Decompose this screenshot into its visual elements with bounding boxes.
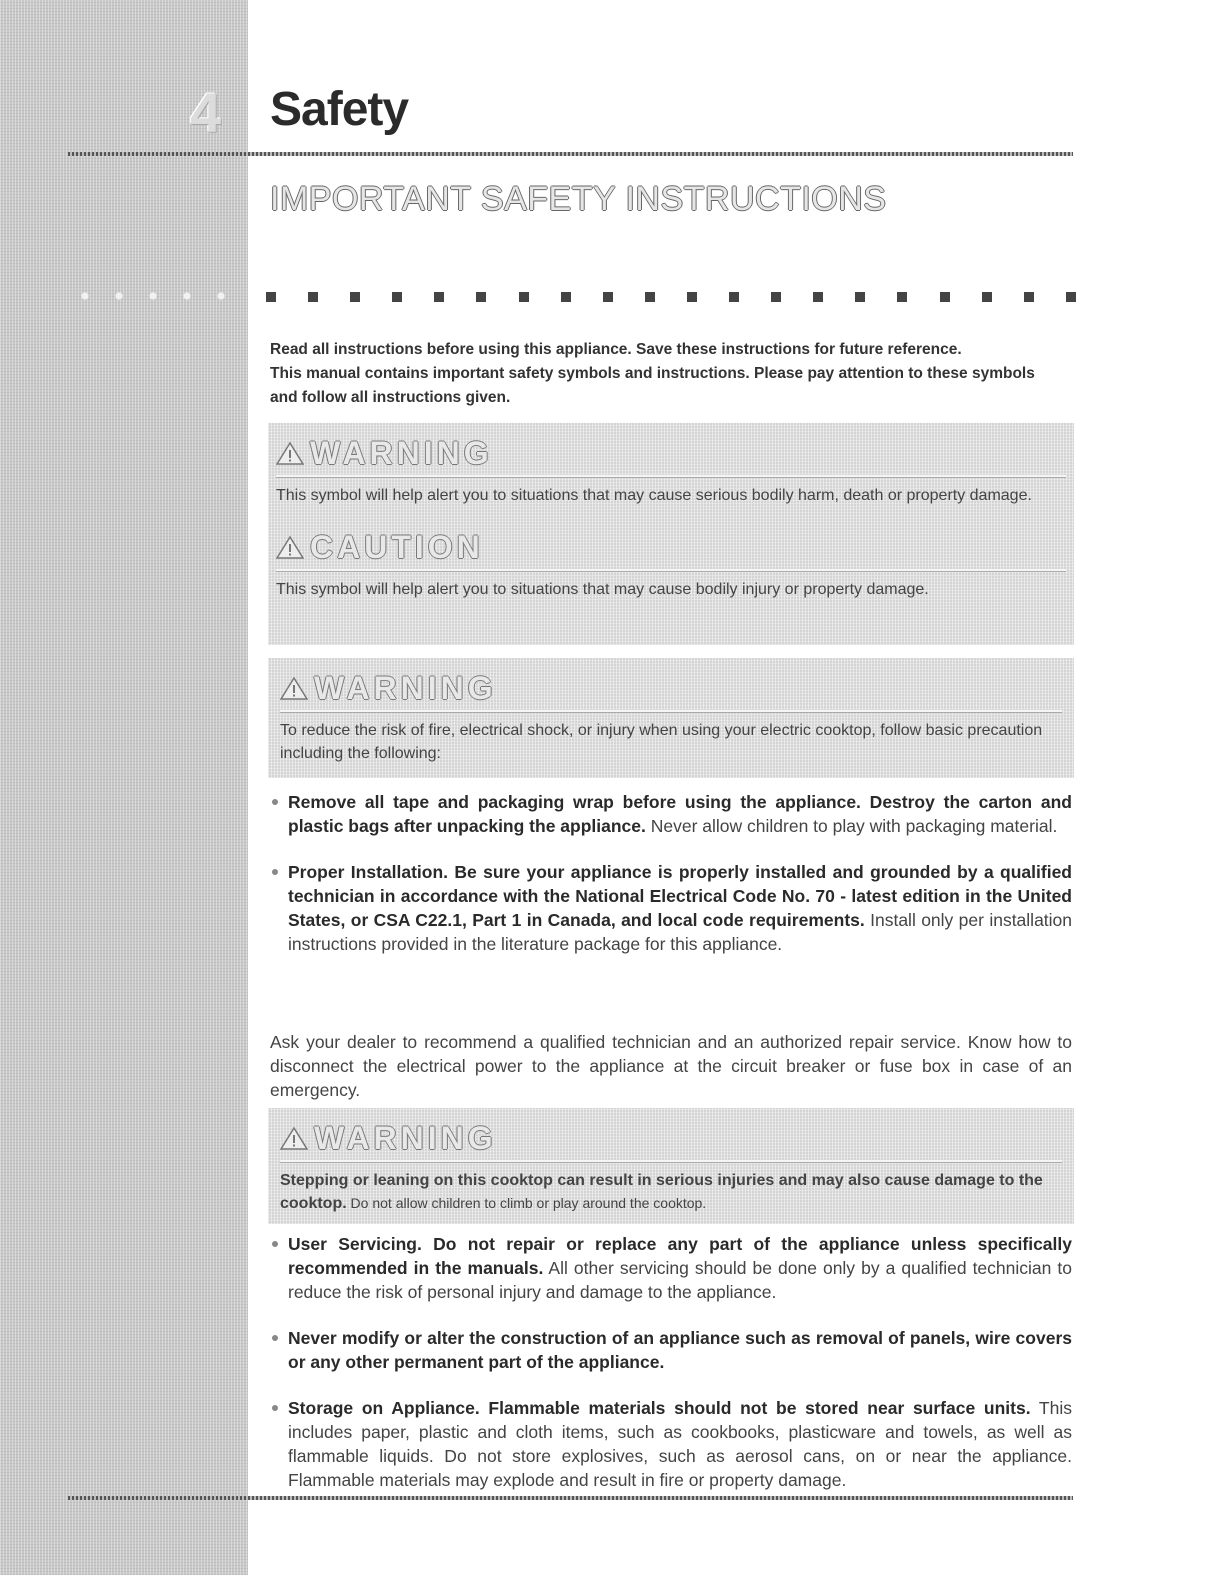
stepping-warning-text: Stepping or leaning on this cooktop can result in serious injuries and may also cause damage to the cooktop. Do not allow children to climb or play around the cooktop. [280,1172,1043,1212]
safety-list-2 [272,1232,1072,1514]
dealer-paragraph: Ask your dealer to recommend a qualified technician and an authorized repair service. Know how to disconnect the electrical power to the appliance at the circuit breaker or fuse box in case of an emergency. [270,1032,1072,1100]
top-divider [68,152,1073,156]
caution-symbol-text: This symbol will help alert you to situations that may cause bodily injury or property damage. [276,581,929,598]
list-item: User Servicing. Do not repair or replace any part of the appliance unless specifically recommended in the manuals. All other servicing should be done only by a qualified technician to reduce the risk of personal injury and damage to the appliance. [272,1232,1072,1304]
warning-symbol-title [276,431,1066,475]
warning-triangle-icon [280,1126,308,1150]
stepping-warning-box [268,1108,1074,1224]
caution-symbol-label: CAUTION [310,528,484,565]
cooktop-warning-label: WARNING [314,669,497,706]
intro-line-2: This manual contains important safety symbols and instructions. Please pay attention to these symbols and follow all instructions given. [270,365,1035,406]
cooktop-warning-box [268,658,1074,778]
cooktop-warning-title [280,666,1062,710]
chapter-number: 4 [190,81,222,144]
sidebar-band [0,0,248,1575]
sidebar-dot-row [68,290,238,302]
list-item: Storage on Appliance. Flammable materials should not be stored near surface units. This includes paper, plastic and cloth items, such as cookbooks, plasticware and towels, as well as flammable liquids. Do not store explosives, such as aerosol cans, on or near the appliance. Flammable materials may explode and result in fire or property damage. [272,1396,1072,1492]
intro-text [270,338,1060,410]
square-dot-divider [266,290,1076,304]
warning-triangle-icon [280,676,308,700]
cooktop-warning-text: To reduce the risk of fire, electrical shock, or injury when using your electric cooktop, follow basic precaution including the following: [280,722,1043,762]
stepping-warning-title [280,1116,1062,1160]
warning-triangle-icon [276,441,304,465]
section-heading: IMPORTANT SAFETY INSTRUCTIONS [270,180,887,218]
page-title: Safety [270,83,409,136]
stepping-warning-label: WARNING [314,1119,497,1156]
list-item: Remove all tape and packaging wrap before using the appliance. Destroy the carton and plastic bags after unpacking the appliance. Never allow children to play with packaging material. [272,790,1072,838]
safety-list-1 [272,790,1072,978]
list-item: Proper Installation. Be sure your appliance is properly installed and grounded by a qualified technician in accordance with the National Electrical Code No. 70 - latest edition in the United States, or CSA C22.1, Part 1 in Canada, and local code requirements. Install only per installation instructions provided in the literature package for this appliance. [272,860,1072,956]
intro-line-1: Read all instructions before using this appliance. Save these instructions for future reference. [270,341,962,358]
caution-symbol-title [276,525,1066,569]
safety-symbols-box [268,423,1074,645]
warning-symbol-label: WARNING [310,434,493,471]
warning-symbol-text: This symbol will help alert you to situations that may cause serious bodily harm, death or property damage. [276,487,1032,504]
bottom-divider [68,1496,1073,1500]
caution-triangle-icon [276,535,304,559]
list-item: Never modify or alter the construction of an appliance such as removal of panels, wire covers or any other permanent part of the appliance. [272,1326,1072,1374]
